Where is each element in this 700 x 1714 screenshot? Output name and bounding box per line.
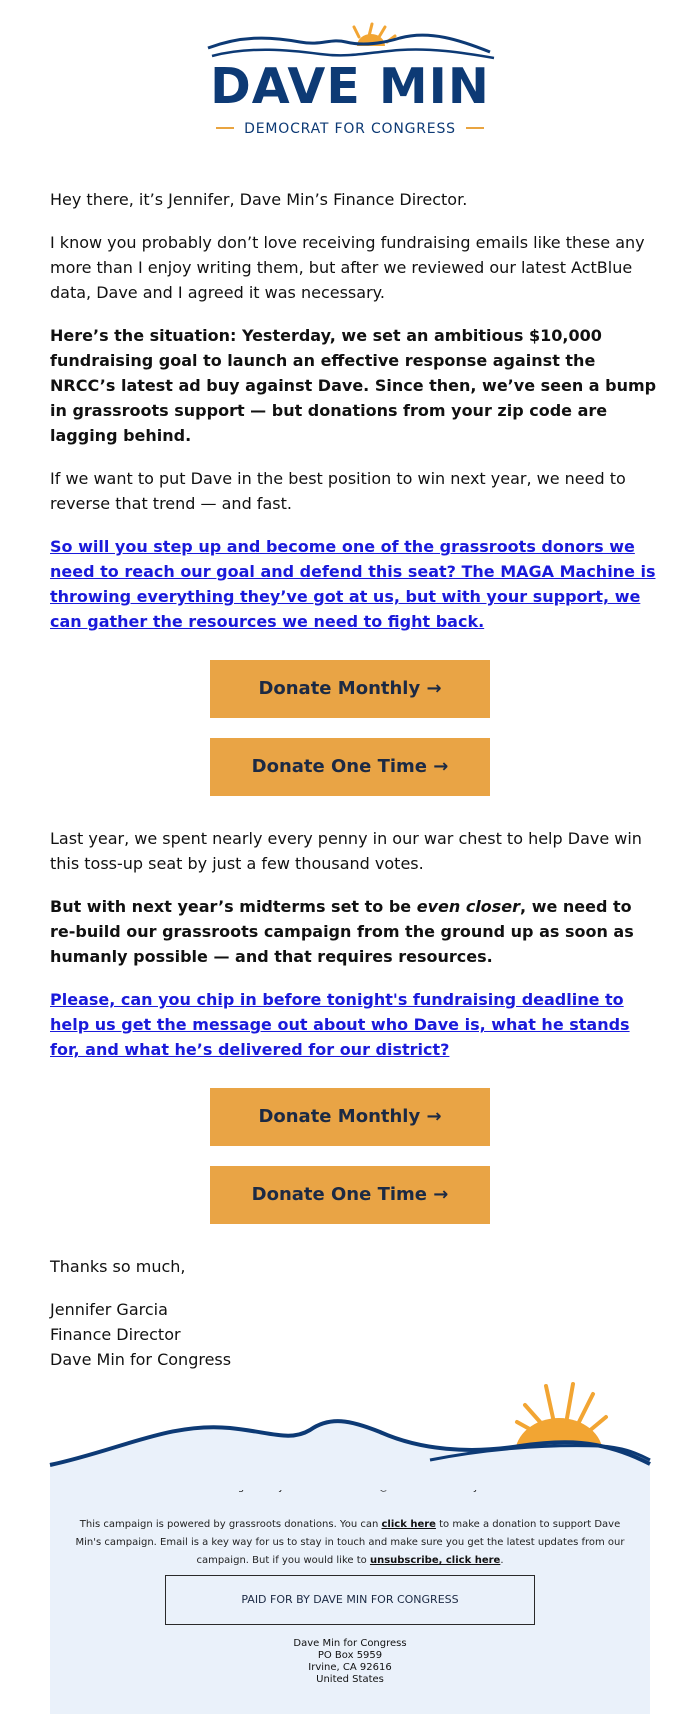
donate-monthly-button[interactable]: Donate Monthly → <box>210 660 490 718</box>
campaign-subtitle <box>0 122 700 136</box>
link-paragraph-2 <box>50 987 660 1062</box>
mailing-address <box>50 1638 650 1686</box>
address-line: Dave Min for Congress <box>293 1638 407 1649</box>
email-body <box>50 187 660 1372</box>
powered-text-2: to make a donation to support Dave Min's campaign. Email is a key way for us to stay in touch and make sure you get the latest updates from our campaign. But if you would like to <box>75 1519 625 1566</box>
address-line: United States <box>316 1674 384 1685</box>
paragraph-situation: Here’s the situation: Yesterday, we set an ambitious $10,000 fundraising goal to launch an effective response against the NRCC’s latest ad buy against Dave. Since then, we’ve seen a bump in grassroots support — but donations from your zip code are lagging behind. <box>50 326 657 445</box>
midterms-text-end: , we need to re-build our grassroots campaign from the ground up as soon as humanly possible — and that requires resources. <box>50 897 634 966</box>
powered-text-1: This campaign is powered by grassroots donations. You can <box>79 1519 382 1530</box>
footer-sun-wave-icon <box>0 1380 700 1490</box>
donate-monthly-button-2[interactable]: Donate Monthly → <box>210 1088 490 1146</box>
subtitle-text: DEMOCRAT FOR CONGRESS <box>244 121 456 137</box>
donate-link-2[interactable]: Please, can you chip in before tonight's fundraising deadline to help us get the message out about who Dave is, what he stands for, and what he’s delivered for our district? <box>50 990 630 1059</box>
candidate-name: DAVE MIN <box>210 58 490 115</box>
sign-off: Thanks so much, <box>50 1257 186 1276</box>
midterms-emphasis: even closer <box>416 897 521 916</box>
donate-one-time-button[interactable]: Donate One Time → <box>210 738 490 796</box>
paragraph-intro: I know you probably don’t love receiving fundraising emails like these any more than I enjoy writing them, but after we reviewed our latest ActBlue data, Dave and I agreed it was necessary. <box>50 233 645 302</box>
signature-name: Jennifer Garcia <box>50 1300 168 1319</box>
donate-click-here-link[interactable]: click here <box>381 1519 436 1530</box>
signature-title: Finance Director <box>50 1325 181 1344</box>
donate-one-time-button-2[interactable]: Donate One Time → <box>210 1166 490 1224</box>
link-paragraph-1 <box>50 534 660 634</box>
paid-for-disclaimer: PAID FOR BY DAVE MIN FOR CONGRESS <box>165 1575 535 1625</box>
paragraph-last-year: Last year, we spent nearly every penny in our war chest to help Dave win this toss-up seat by just a few thousand votes. <box>50 829 642 873</box>
greeting: Hey there, it’s Jennifer, Dave Min’s Finance Director. <box>50 190 468 209</box>
paragraph-reverse-trend: If we want to put Dave in the best position to win next year, we need to reverse that trend — and fast. <box>50 469 626 513</box>
powered-text-3: . <box>500 1555 504 1566</box>
subtitle-dash-right <box>466 127 484 129</box>
donate-link-1[interactable]: So will you step up and become one of the grassroots donors we need to reach our goal and defend this seat? The MAGA Machine is throwing everything they’ve got at us, but with your support, we can gather the resources we need to fight back. <box>50 537 656 631</box>
unsubscribe-link[interactable]: unsubscribe, click here <box>369 1555 501 1566</box>
powered-by-text <box>50 1516 650 1570</box>
signature-org: Dave Min for Congress <box>50 1350 232 1369</box>
address-line: Irvine, CA 92616 <box>308 1662 392 1673</box>
midterms-text-start: But with next year’s midterms set to be <box>50 897 417 916</box>
campaign-logo <box>0 0 700 150</box>
paragraph-midterms <box>50 894 660 969</box>
address-line: PO Box 5959 <box>317 1650 383 1661</box>
subtitle-dash-left <box>216 127 234 129</box>
